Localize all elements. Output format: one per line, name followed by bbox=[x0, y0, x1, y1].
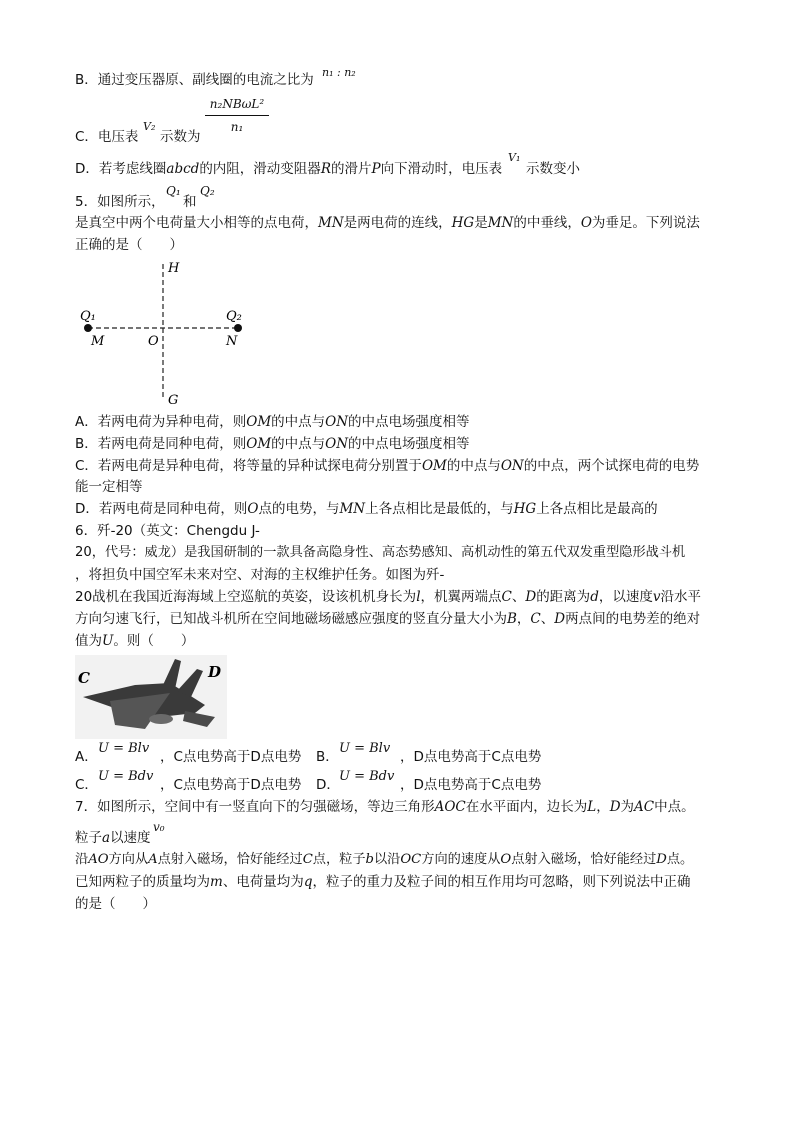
var-abcd: abcd bbox=[166, 161, 200, 177]
var-mn: MN bbox=[339, 501, 366, 517]
label-c: C bbox=[78, 669, 90, 687]
var-o: O bbox=[580, 215, 592, 231]
text: 7．如图所示，空间中有一竖直向下的匀强磁场，等边三角形 bbox=[75, 799, 435, 815]
var-d: D bbox=[656, 852, 667, 867]
text: 6．歼-20（英文：Chengdu J- bbox=[75, 523, 260, 539]
var-q: q bbox=[303, 874, 313, 890]
var-on: ON bbox=[325, 436, 349, 452]
var-l: L bbox=[587, 799, 597, 815]
text: 20战机在我国近海海域上空巡航的英姿，设该机机身长为 bbox=[75, 589, 417, 605]
text: ， bbox=[516, 611, 531, 627]
text: 、 bbox=[511, 589, 526, 605]
var-d: D bbox=[609, 799, 621, 815]
text: D．若考虑线圈 bbox=[75, 161, 167, 177]
var-ac: AC bbox=[634, 799, 655, 815]
charges-diagram bbox=[75, 258, 255, 410]
text: 点，粒子 bbox=[312, 852, 366, 867]
text: 方向匀速飞行，已知战斗机所在空间地磁场磁感应强度的竖直分量大小为 bbox=[75, 611, 507, 627]
var-c: C bbox=[501, 589, 512, 605]
fighter-jet-image bbox=[75, 655, 227, 739]
var-l: l bbox=[416, 589, 421, 605]
var-mn: MN bbox=[487, 215, 514, 231]
q6-options-cd bbox=[75, 776, 98, 794]
text: 以速度 bbox=[110, 830, 151, 846]
text: 点。 bbox=[666, 852, 694, 867]
text: 的中垂线， bbox=[513, 215, 581, 231]
q6-line1 bbox=[75, 522, 260, 540]
text: 上各点相比是最低的，与 bbox=[365, 501, 514, 517]
jet-cockpit bbox=[149, 714, 173, 724]
q7-line3 bbox=[75, 851, 693, 869]
var-d: D bbox=[525, 589, 537, 605]
text: ，粒子的重力及粒子间的相互作用均可忽略，则下列说法中正确 bbox=[312, 874, 691, 890]
speed-v0: v₀ bbox=[153, 820, 165, 834]
option-b-text: ，D点电势高于C点电势 bbox=[400, 749, 542, 765]
var-om: OM bbox=[246, 436, 272, 452]
var-c: C bbox=[530, 611, 541, 627]
var-aoc: AOC bbox=[434, 799, 466, 815]
label-d: D bbox=[208, 663, 222, 681]
voltmeter-v1: V₁ bbox=[508, 151, 521, 164]
text: 20，代号：威龙）是我国研制的一款具备高隐身性、高态势感知、高机动性的第五代双发重型隐形战斗机 bbox=[75, 545, 686, 560]
label-m: M bbox=[91, 334, 105, 349]
text: 的中点电场强度相等 bbox=[348, 436, 470, 452]
text: 粒子 bbox=[75, 830, 102, 846]
q5-line2 bbox=[75, 214, 700, 232]
text: ， bbox=[596, 799, 610, 815]
text: ，机翼两端点 bbox=[420, 589, 502, 605]
text: 已知两粒子的质量均为 bbox=[75, 874, 210, 890]
q6-options-ab bbox=[75, 748, 98, 766]
text: 的中点与 bbox=[271, 414, 326, 430]
var-a-point: A bbox=[148, 852, 158, 867]
option-d-text: ，D点电势高于C点电势 bbox=[400, 777, 542, 793]
text: D．若两电荷是同种电荷，则 bbox=[75, 501, 248, 517]
text: 的中点与 bbox=[446, 458, 501, 474]
q6-line6 bbox=[75, 632, 194, 650]
q5-option-c bbox=[75, 457, 699, 475]
text: 点的电势，与 bbox=[258, 501, 340, 517]
option-b-text: B．通过变压器原、副线圈的电流之比为 bbox=[75, 72, 314, 88]
text: 值为 bbox=[75, 633, 102, 649]
option-d-label: D． bbox=[316, 777, 340, 793]
var-on: ON bbox=[325, 414, 349, 430]
var-a: a bbox=[102, 830, 111, 846]
text: 点射入磁场，恰好能经过 bbox=[511, 852, 657, 867]
label-o: O bbox=[148, 334, 159, 349]
q4-option-b bbox=[75, 71, 314, 89]
text: 。则（ ） bbox=[113, 633, 195, 649]
q5-option-b bbox=[75, 435, 470, 453]
charge-q2-dot bbox=[234, 324, 242, 332]
q5-option-a bbox=[75, 413, 470, 431]
text: 两点间的电势差的绝对 bbox=[565, 611, 701, 627]
var-b: B bbox=[507, 611, 517, 627]
q5-intro bbox=[75, 193, 165, 211]
charge-q1-dot bbox=[84, 324, 92, 332]
text: 为 bbox=[620, 799, 635, 815]
text: 能一定相等 bbox=[75, 479, 143, 495]
text: 沿 bbox=[75, 852, 89, 867]
text: 方向从 bbox=[108, 852, 149, 867]
label-q1: Q₁ bbox=[80, 309, 96, 324]
var-om: OM bbox=[246, 414, 272, 430]
var-o: O bbox=[247, 501, 259, 517]
text: 的滑片 bbox=[330, 161, 372, 177]
charge-q1-label: Q₁ bbox=[166, 184, 181, 198]
var-c: C bbox=[302, 852, 313, 867]
var-hg: HG bbox=[451, 215, 475, 231]
label-h: H bbox=[168, 261, 180, 276]
text: A．若两电荷为异种电荷，则 bbox=[75, 414, 247, 430]
current-ratio: n₁ : n₂ bbox=[322, 66, 356, 79]
text: 正确的是（ ） bbox=[75, 237, 183, 253]
option-a-equation: U = Blv bbox=[98, 741, 150, 756]
text: C．若两电荷是异种电荷，将等量的异种试探电荷分别置于 bbox=[75, 458, 422, 474]
var-b: b bbox=[365, 852, 374, 867]
option-d-suffix: 示数变小 bbox=[526, 161, 580, 177]
q6-line5 bbox=[75, 610, 700, 628]
text: 的是（ ） bbox=[75, 896, 156, 912]
q6-line4 bbox=[75, 588, 701, 606]
q5-option-c-line2 bbox=[75, 478, 143, 496]
text: 和 bbox=[183, 194, 197, 210]
voltmeter-v2: V₂ bbox=[143, 120, 156, 133]
var-d: D bbox=[554, 611, 566, 627]
var-o: O bbox=[500, 852, 512, 867]
text: 沿水平 bbox=[660, 589, 701, 605]
text: 、 bbox=[540, 611, 555, 627]
q4-option-d bbox=[75, 160, 502, 178]
text: B．若两电荷是同种电荷，则 bbox=[75, 436, 247, 452]
var-ao: AO bbox=[88, 852, 109, 867]
q6-line2 bbox=[75, 544, 685, 562]
text: 的内阻，滑动变阻器 bbox=[199, 161, 321, 177]
text: 在水平面内，边长为 bbox=[465, 799, 588, 815]
text: 的距离为 bbox=[536, 589, 591, 605]
q4-option-c bbox=[75, 128, 138, 146]
text: 的中点电场强度相等 bbox=[348, 414, 470, 430]
option-b-equation: U = Blv bbox=[339, 741, 391, 756]
q7-line1 bbox=[75, 798, 695, 816]
fraction-bar bbox=[205, 115, 269, 116]
var-d-lower: d bbox=[590, 589, 599, 605]
var-on: ON bbox=[500, 458, 524, 474]
text: 是两电荷的连线， bbox=[343, 215, 452, 231]
option-c-suffix: 示数为 bbox=[160, 129, 201, 145]
var-hg: HG bbox=[513, 501, 537, 517]
text: 为垂足。下列说法 bbox=[591, 215, 700, 231]
var-mn: MN bbox=[318, 215, 344, 231]
text: 的中点，两个试探电荷的电势 bbox=[523, 458, 700, 474]
label-n: N bbox=[226, 334, 238, 349]
text: 方向的速度从 bbox=[421, 852, 501, 867]
option-b-label: B． bbox=[316, 749, 339, 765]
text: 向下滑动时，电压表 bbox=[380, 161, 503, 177]
var-om: OM bbox=[421, 458, 447, 474]
text: 的中点与 bbox=[271, 436, 326, 452]
option-c-label: C． bbox=[75, 777, 98, 793]
option-c-equation: U = Bdv bbox=[98, 769, 154, 784]
var-r: R bbox=[320, 161, 331, 177]
text: 以沿 bbox=[373, 852, 401, 867]
option-c-text: ，C点电势高于D点电势 bbox=[160, 777, 302, 793]
text: 是真空中两个电荷量大小相等的点电荷， bbox=[75, 215, 318, 231]
q5-line3 bbox=[75, 236, 183, 254]
label-q2: Q₂ bbox=[226, 309, 242, 324]
var-p: P bbox=[371, 161, 381, 177]
text: 是 bbox=[474, 215, 488, 231]
text: 、电荷量均为 bbox=[222, 874, 304, 890]
fraction-numerator: n₂NBωL² bbox=[209, 97, 265, 111]
var-oc: OC bbox=[400, 852, 422, 867]
option-a-text: ，C点电势高于D点电势 bbox=[160, 749, 302, 765]
q7-line2 bbox=[75, 829, 151, 847]
text: ，将担负中国空军未来对空、对海的主权维护任务。如图为歼- bbox=[75, 567, 445, 583]
var-v: v bbox=[652, 589, 661, 605]
q7-line5 bbox=[75, 895, 156, 913]
text: 点射入磁场，恰好能经过 bbox=[157, 852, 303, 867]
text: 5．如图所示， bbox=[75, 194, 165, 210]
q5-option-d bbox=[75, 500, 658, 518]
text: ，以速度 bbox=[598, 589, 653, 605]
q6-line3 bbox=[75, 566, 444, 584]
option-d-equation: U = Bdv bbox=[339, 769, 395, 784]
option-a-label: A． bbox=[75, 749, 98, 765]
q7-line4 bbox=[75, 873, 690, 891]
fraction-denominator: n₁ bbox=[230, 120, 244, 134]
var-m: m bbox=[210, 874, 223, 890]
charge-q2-label: Q₂ bbox=[200, 184, 215, 198]
text: 中点。 bbox=[654, 799, 695, 815]
option-c-text: C．电压表 bbox=[75, 129, 139, 145]
label-g: G bbox=[168, 393, 179, 408]
text: 上各点相比是最高的 bbox=[536, 501, 658, 517]
var-u: U bbox=[102, 633, 114, 649]
